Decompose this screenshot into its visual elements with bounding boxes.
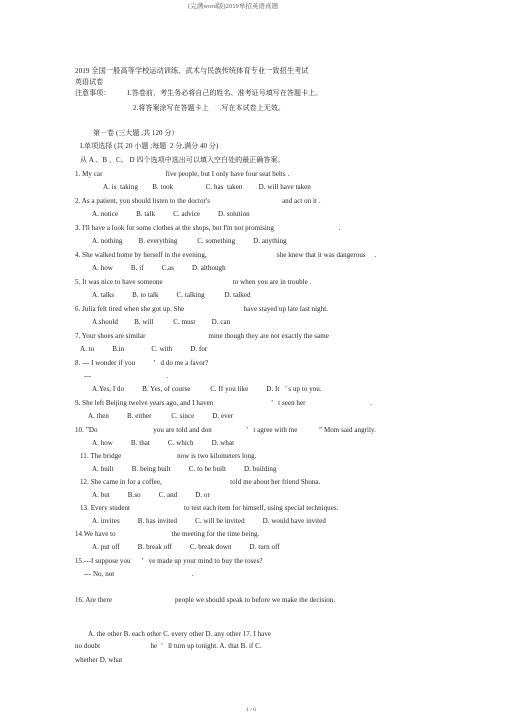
text-line: 8. --- I wonder if you ’ d do me a favor?: [75, 359, 209, 367]
text-line: A. how B. that C. which D. what: [92, 439, 235, 447]
text-line: --- .: [84, 372, 169, 380]
page-header: (完满word版)2019单招英语真题: [188, 3, 279, 10]
page-footer: 1 / 6: [246, 707, 257, 713]
text-line: A. talks B. to talk C. talking D. talked: [92, 291, 251, 299]
text-line: 14.We have to the meeting for the time being.: [75, 530, 260, 538]
text-line: A. then B. either C. since D. ever: [88, 412, 234, 420]
text-line: 2.将答案涂写在答题卡上 .写在本试卷上无效。: [133, 104, 285, 112]
text-line: A.Yes, I do B. Yes, of course C. If you like D. It ’ s up to you.: [92, 385, 322, 393]
text-line: 2019 全国一般高等学校运动训练、武术与民族传统体育专业一致招生考试: [75, 67, 309, 75]
text-line: 15.---I suppose you ’ ve made up your mind to buy the roses?: [75, 557, 263, 565]
text-line: A. put off B. break off C. break down D. turn off: [92, 543, 280, 551]
text-line: 3. I'll have a look for some clothes at the shops, but I'm not promising .: [75, 224, 341, 232]
text-line: 6. Julia felt tired when she got up. She have stayed up late last night.: [75, 305, 329, 313]
text-line: A. but B.so C. and D. or: [92, 491, 210, 499]
text-line: 1. My car five people, but I only have four seat belts .: [75, 170, 290, 178]
text-line: 16. Are there people we should speak to before we make the decision.: [75, 596, 336, 604]
text-line: A. how B. if C.as D. although: [92, 264, 226, 272]
text-line: 13. Every student to test each item for himself, using special techniques.: [80, 504, 339, 512]
text-line: A. invites B. has invited C. will be invited D. would have invited: [92, 517, 326, 525]
text-line: whether D. what: [75, 656, 123, 664]
text-line: A. the other B. each other C. every other D. any other 17. I have: [88, 630, 272, 638]
text-line: I.单项选择 (共 20 小题 ;每题 2 分,满分 40 分): [80, 142, 219, 150]
text-line: A.should B. will C. must D. can: [92, 318, 231, 326]
text-line: 4. She walked home by herself in the evening, she knew that it was dangerous .: [75, 251, 377, 259]
text-line: A. to B.in C. with D. for: [80, 345, 208, 353]
text-line: 2. As a patient, you should listen to the doctor's and act on it .: [75, 197, 321, 205]
text-line: A. notice B. talk C. advice D. solution: [92, 210, 250, 218]
text-line: 英语试卷: [75, 78, 104, 86]
text-line: A. built B. being built C. to be built D. building: [92, 465, 277, 473]
text-line: 12. She came in for a coffee, told me about her friend Shona.: [80, 478, 321, 486]
text-line: 7. Your shoes are similar mine though they are not exactly the same: [75, 332, 329, 340]
text-line: 第一卷 (三大题 ,共 120 分）: [93, 129, 179, 137]
text-line: 注意事项： 1.答卷前，考生务必将自己的姓名、准考证号填写在答题卡上。: [75, 89, 323, 97]
text-line: 从 A 、B 、C、 D 四个选项中选出可以填入空白处的最正确答案。: [80, 156, 285, 164]
text-line: 10. ”Do you are told and don ’ t agree with me ” Mom said angrily.: [75, 426, 376, 434]
text-line: no doubt he ’ ll turn up tonight. A. that B. if C.: [75, 642, 262, 650]
text-line: 9. She left Beijing twelve years ago, and I haven ’ t seen her .: [75, 399, 373, 407]
text-line: --- No, not .: [84, 570, 194, 578]
text-line: 11. The bridge now is two kilometers long.: [80, 452, 257, 460]
text-line: A. nothing B. everything C. something D. anything: [92, 237, 287, 245]
text-line: 5. It was nice to have someone to when you are in trouble .: [75, 278, 312, 286]
text-line: A. is taking B. took C. has taken D. will have taken: [103, 183, 311, 191]
